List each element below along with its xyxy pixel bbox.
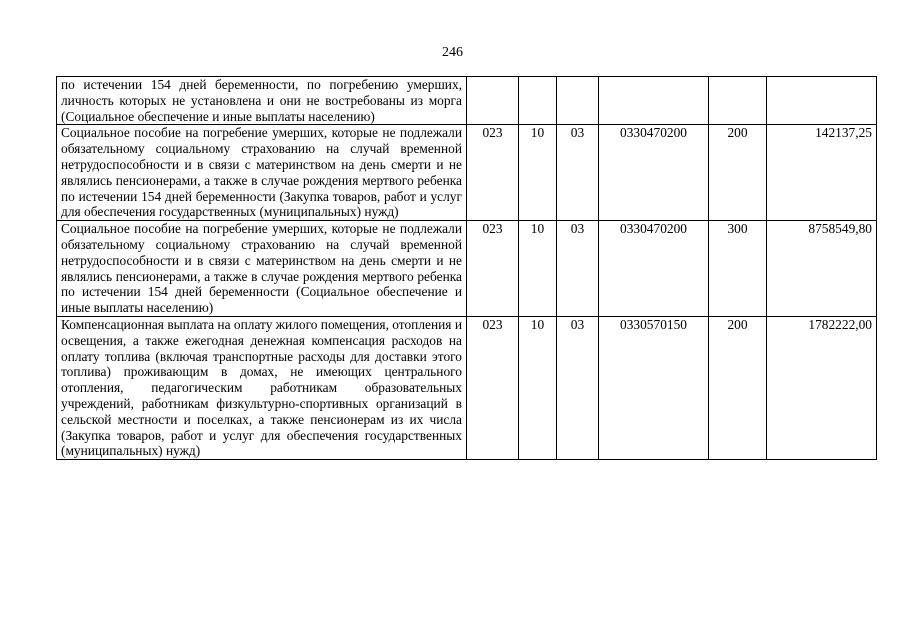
expense-type-code: 200 [709, 125, 767, 221]
amount [767, 77, 877, 125]
table-row [57, 221, 877, 317]
target-article-code: 0330570150 [599, 316, 709, 459]
amount: 1782222,00 [767, 316, 877, 459]
amount: 8758549,80 [767, 221, 877, 317]
table-row [57, 316, 877, 459]
row-description: по истечении 154 дней беременности, по погребению умерших, личность которых не установлена и они не востребованы из морга (Социальное обеспечение и иные выплаты населению) [57, 77, 467, 125]
section-code: 10 [519, 221, 557, 317]
expense-type-code: 300 [709, 221, 767, 317]
budget-table [56, 76, 877, 460]
target-article-code: 0330470200 [599, 221, 709, 317]
subsection-code: 03 [557, 125, 599, 221]
department-code: 023 [467, 316, 519, 459]
expense-type-code [709, 77, 767, 125]
department-code: 023 [467, 125, 519, 221]
section-code [519, 77, 557, 125]
department-code [467, 77, 519, 125]
table-row [57, 125, 877, 221]
section-code: 10 [519, 125, 557, 221]
target-article-code [599, 77, 709, 125]
table-row [57, 77, 877, 125]
subsection-code: 03 [557, 316, 599, 459]
row-description: Компенсационная выплата на оплату жилого помещения, отопления и освещения, а также ежегодная денежная компенсация расходов на оплату топлива (включая транспортные расходы для доставки этого топлива) проживающим в домах, не имеющих центрального отопления, педагогическим работникам образовательных учреждений, работникам физкультурно-спортивных организаций в сельской местности и поселках, а также пенсионерам из их числа (Закупка товаров, работ и услуг для обеспечения государственных (муниципальных) нужд) [57, 316, 467, 459]
department-code: 023 [467, 221, 519, 317]
target-article-code: 0330470200 [599, 125, 709, 221]
row-description: Социальное пособие на погребение умерших, которые не подлежали обязательному социальному страхованию на случай временной нетрудоспособности и в связи с материнством на день смерти и не являлись пенсионерами, а также в случае рождения мертвого ребенка по истечении 154 дней беременности (Закупка товаров, работ и услуг для обеспечения государственных (муниципальных) нужд) [57, 125, 467, 221]
subsection-code: 03 [557, 221, 599, 317]
section-code: 10 [519, 316, 557, 459]
row-description: Социальное пособие на погребение умерших, которые не подлежали обязательному социальному страхованию на случай временной нетрудоспособности и в связи с материнством на день смерти и не являлись пенсионерами, а также в случае рождения мертвого ребенка по истечении 154 дней беременности (Социальное обеспечение и иные выплаты населению) [57, 221, 467, 317]
page-number: 246 [442, 45, 463, 60]
subsection-code [557, 77, 599, 125]
amount: 142137,25 [767, 125, 877, 221]
expense-type-code: 200 [709, 316, 767, 459]
